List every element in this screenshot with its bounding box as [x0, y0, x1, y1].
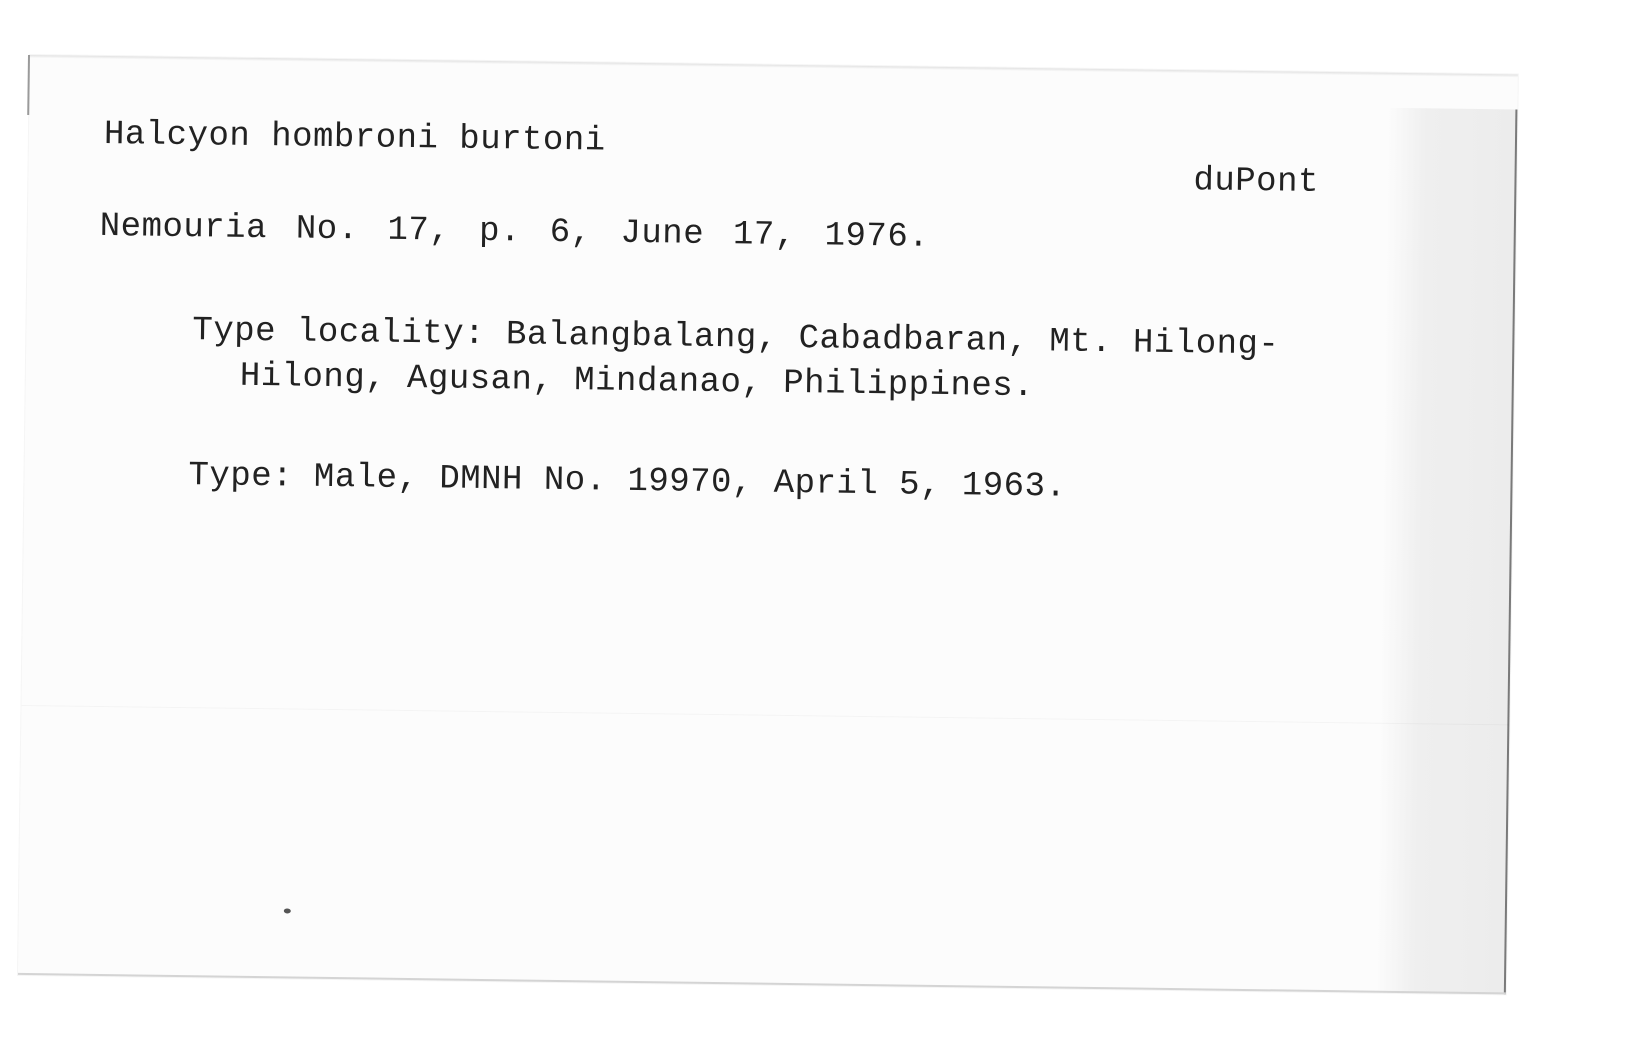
card-top-edge — [30, 55, 1518, 77]
type-locality-line-2: Hilong, Agusan, Mindanao, Philippines. — [239, 357, 1035, 407]
card-right-shadow — [1376, 108, 1518, 995]
index-card — [18, 55, 1518, 994]
card-bottom-edge — [18, 973, 1506, 994]
card-left-edge — [27, 55, 30, 115]
author-name: duPont — [1193, 162, 1320, 202]
publication-citation: Nemouria No. 17, p. 6, June 17, 1976. — [99, 207, 930, 257]
type-specimen: Type: Male, DMNH No. 19970, April 5, 1963. — [188, 457, 1067, 507]
card-crease — [21, 705, 1509, 725]
type-locality-line-1: Type locality: Balangbalang, Cabadbaran, Mt. Hilong- — [192, 312, 1280, 365]
ink-speck — [284, 908, 291, 913]
taxon-name: Halcyon hombroni burtoni — [103, 115, 606, 161]
